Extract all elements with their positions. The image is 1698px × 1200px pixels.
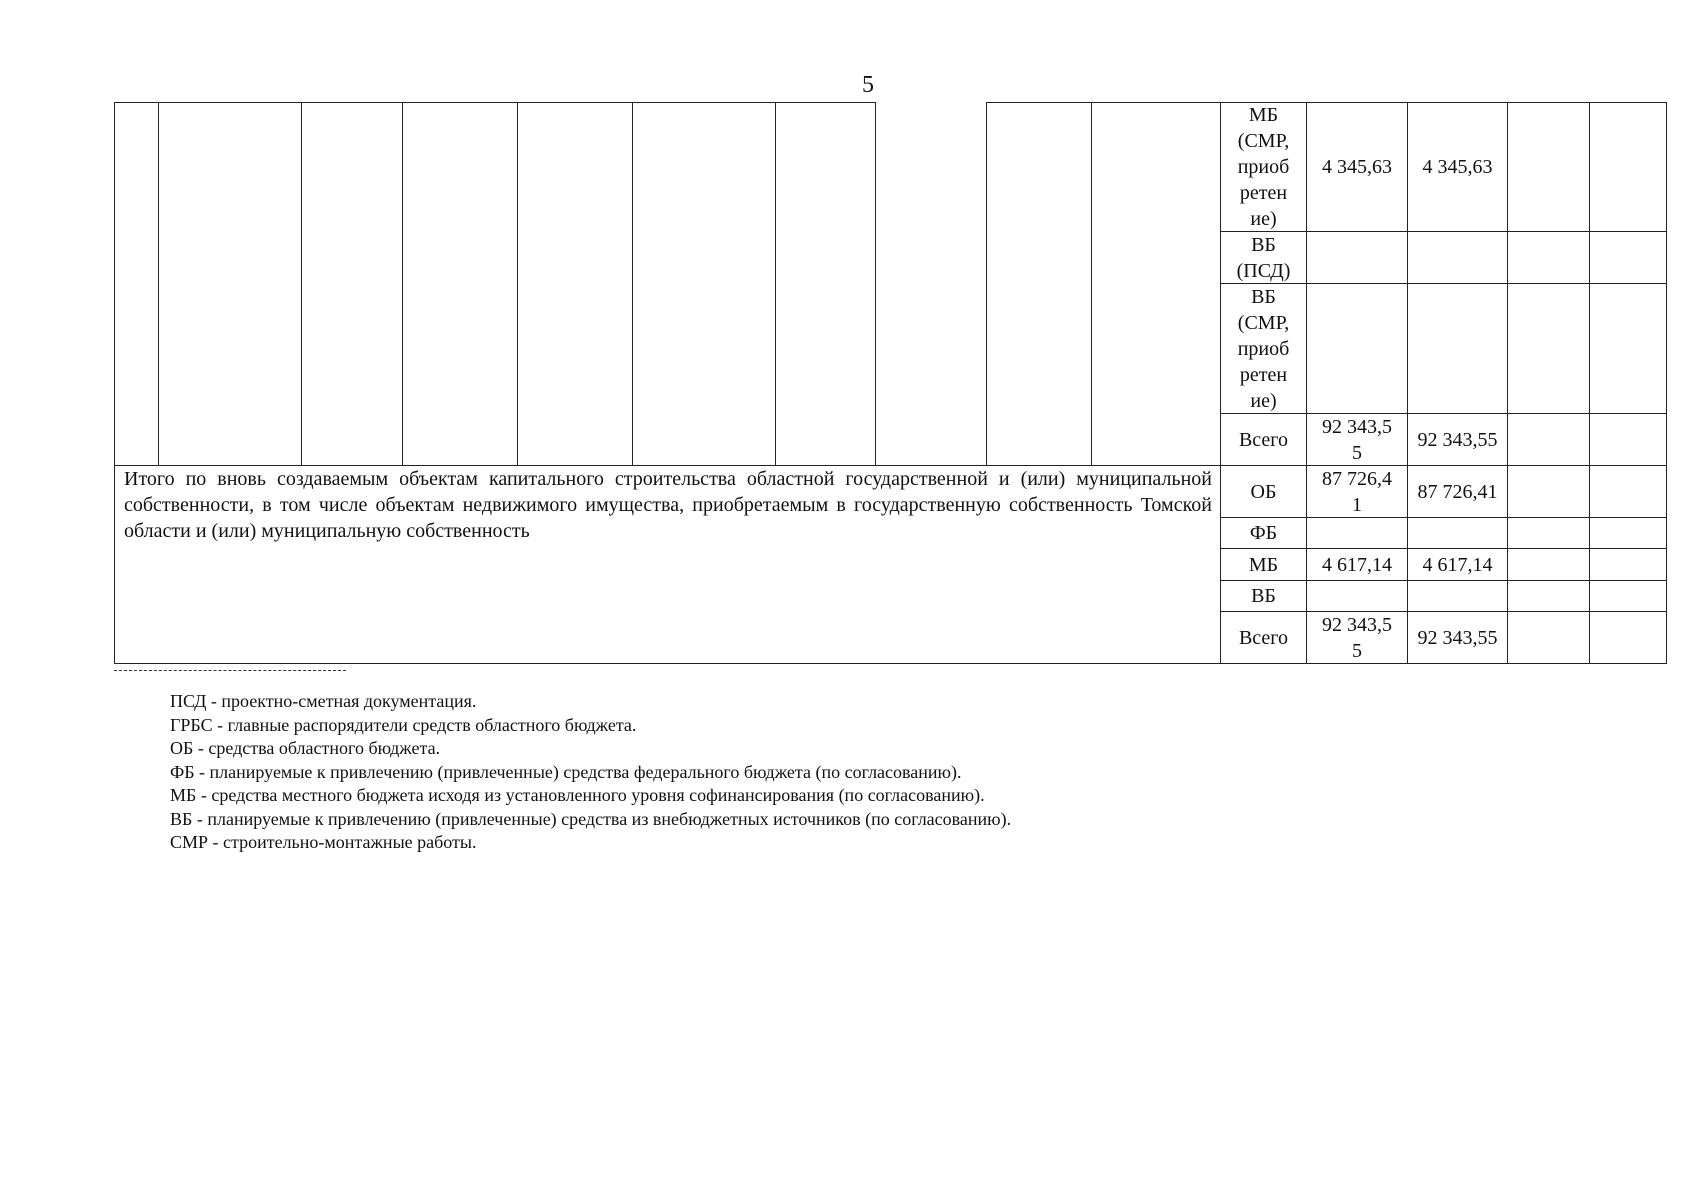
value-cell bbox=[1408, 581, 1507, 611]
value-cell bbox=[1408, 232, 1507, 283]
value-cell: 92 343,5 5 bbox=[1322, 613, 1392, 662]
value-cell bbox=[1590, 102, 1666, 231]
funding-source-cell: ОБ bbox=[1250, 480, 1277, 503]
funding-source-cell: МБ bbox=[1248, 553, 1279, 576]
summary-total-label: Итого по вновь создаваемым объектам капитального строительства областной государственной и (или) муниципальной собственности, в том числе объектам недвижимого имущества, приобретаемым в государственную собственность Томской области и (или) муниципальную собственность bbox=[124, 468, 1212, 542]
column-divider bbox=[875, 102, 876, 465]
column-divider bbox=[632, 102, 633, 465]
footnote-separator bbox=[114, 670, 346, 671]
value-cell bbox=[1408, 518, 1507, 548]
value-cell bbox=[1508, 232, 1589, 283]
column-divider bbox=[517, 102, 518, 465]
funding-source-cell: ВБ bbox=[1251, 585, 1276, 607]
value-cell bbox=[1590, 518, 1666, 548]
value-cell bbox=[1590, 466, 1666, 517]
funding-source-cell: МБ (СМР, приоб ретен ие) bbox=[1237, 103, 1290, 230]
column-divider bbox=[158, 102, 159, 465]
column-divider bbox=[1091, 102, 1092, 465]
funding-source-cell: ВБ (СМР, приоб ретен ие) bbox=[1237, 285, 1290, 412]
column-divider bbox=[775, 102, 776, 465]
value-cell bbox=[1508, 549, 1589, 580]
value-cell: 87 726,4 1 bbox=[1322, 467, 1392, 516]
value-cell bbox=[1307, 232, 1407, 283]
footnote-item: ПСД - проектно-сметная документация. bbox=[170, 691, 477, 711]
value-cell bbox=[1508, 414, 1589, 465]
value-cell bbox=[1508, 612, 1589, 663]
value-cell bbox=[1307, 581, 1407, 611]
footnote-item: ГРБС - главные распорядители средств областного бюджета. bbox=[170, 714, 637, 735]
value-cell: 92 343,55 bbox=[1417, 626, 1498, 649]
value-cell bbox=[1590, 414, 1666, 465]
value-cell bbox=[1307, 518, 1407, 548]
value-cell bbox=[1590, 612, 1666, 663]
table-border-top-left bbox=[114, 102, 876, 103]
value-cell bbox=[1508, 466, 1589, 517]
funding-source-cell: Всего bbox=[1238, 428, 1289, 451]
value-cell: 87 726,41 bbox=[1417, 480, 1498, 503]
page-number: 5 bbox=[862, 72, 874, 98]
value-cell: 4 345,63 bbox=[1322, 155, 1392, 178]
funding-source-cell: Всего bbox=[1238, 626, 1289, 649]
value-cell bbox=[1590, 284, 1666, 413]
footnote-item: ВБ - планируемые к привлечению (привлеченные) средства из внебюджетных источников (по согласованию). bbox=[170, 808, 1012, 829]
footnote-item: ОБ - средства областного бюджета. bbox=[170, 738, 441, 758]
footnote-item: ФБ - планируемые к привлечению (привлеченные) средства федерального бюджета (по согласованию). bbox=[170, 761, 962, 782]
funding-source-cell: ФБ bbox=[1249, 522, 1278, 544]
value-cell: 4 617,14 bbox=[1422, 553, 1493, 576]
value-cell: 4 345,63 bbox=[1422, 155, 1493, 178]
column-divider bbox=[986, 102, 987, 465]
value-cell: 92 343,5 5 bbox=[1322, 415, 1392, 464]
value-cell bbox=[1590, 549, 1666, 580]
column-divider bbox=[402, 102, 403, 465]
footnote-item: СМР - строительно-монтажные работы. bbox=[170, 832, 477, 852]
value-cell bbox=[1590, 581, 1666, 611]
value-cell bbox=[1408, 284, 1507, 413]
table-border-left bbox=[114, 102, 115, 664]
value-cell bbox=[1508, 102, 1589, 231]
value-cell bbox=[1508, 284, 1589, 413]
column-divider bbox=[301, 102, 302, 465]
value-cell bbox=[1508, 581, 1589, 611]
value-cell: 92 343,55 bbox=[1417, 428, 1498, 451]
value-cell bbox=[1307, 284, 1407, 413]
table-border-bottom bbox=[114, 663, 1667, 664]
funding-source-cell: ВБ (ПСД) bbox=[1236, 233, 1291, 282]
footnotes bbox=[170, 690, 1011, 855]
value-cell bbox=[1590, 232, 1666, 283]
value-cell bbox=[1508, 518, 1589, 548]
footnote-item: МБ - средства местного бюджета исходя из установленного уровня софинансирования (по согласованию). bbox=[170, 785, 985, 805]
value-cell: 4 617,14 bbox=[1322, 553, 1392, 576]
